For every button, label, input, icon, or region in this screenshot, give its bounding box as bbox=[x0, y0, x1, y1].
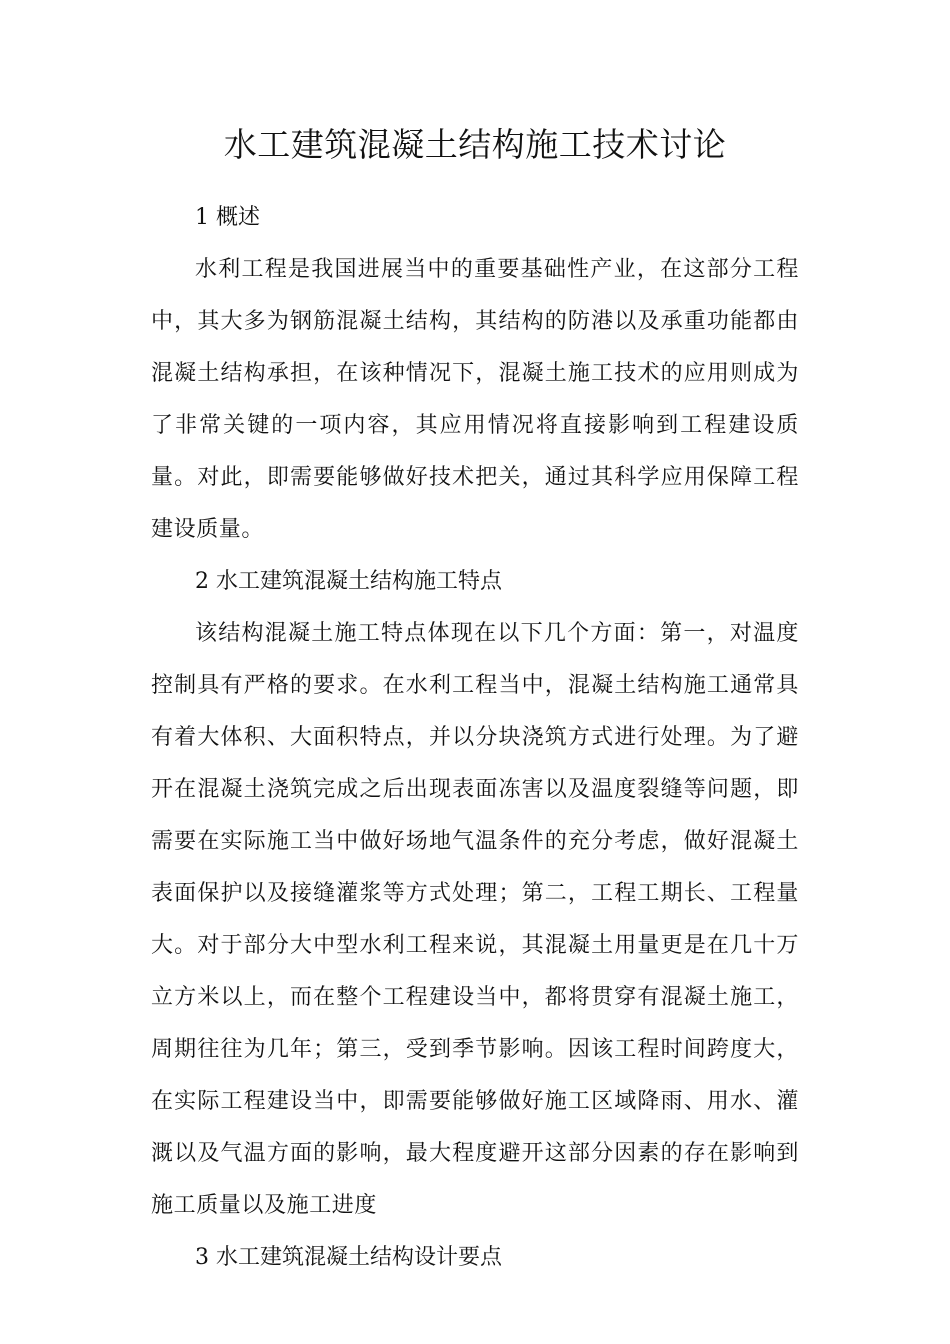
section-heading-overview: 1 概述 bbox=[195, 205, 260, 230]
section-paragraph-overview: 水利工程是我国进展当中的重要基础性产业，在这部分工程中，其大多为钢筋混凝土结构，其结构的防港以及承重功能都由混凝土结构承担，在该种情况下，混凝土施工技术的应用则成为了非常关键的一项内容，其应用情况将直接影响到工程建设质量。对此，即需要能够做好技术把关，通过其科学应用保障工程建设质量。 bbox=[151, 257, 799, 542]
section-paragraph-construction-features: 该结构混凝土施工特点体现在以下几个方面：第一，对温度控制具有严格的要求。在水利工程当中，混凝土结构施工通常具有着大体积、大面积特点，并以分块浇筑方式进行处理。为了避开在混凝土浇筑完成之后出现表面冻害以及温度裂缝等问题，即需要在实际施工当中做好场地气温条件的充分考虑，做好混凝土表面保护以及接缝灌浆等方式处理；第二，工程工期长、工程量大。对于部分大中型水利工程来说，其混凝土用量更是在几十万立方米以上，而在整个工程建设当中，都将贯穿有混凝土施工，周期往往为几年；第三，受到季节影响。因该工程时间跨度大，在实际工程建设当中，即需要能够做好施工区域降雨、用水、灌溉以及气温方面的影响，最大程度避开这部分因素的存在影响到施工质量以及施工进度 bbox=[151, 621, 799, 1218]
document-title: 水工建筑混凝土结构施工技术讨论 bbox=[223, 125, 727, 164]
section-heading-design-points: 3 水工建筑混凝土结构设计要点 bbox=[195, 1245, 502, 1270]
section-heading-construction-features: 2 水工建筑混凝土结构施工特点 bbox=[195, 569, 502, 594]
document-body bbox=[151, 192, 799, 1284]
